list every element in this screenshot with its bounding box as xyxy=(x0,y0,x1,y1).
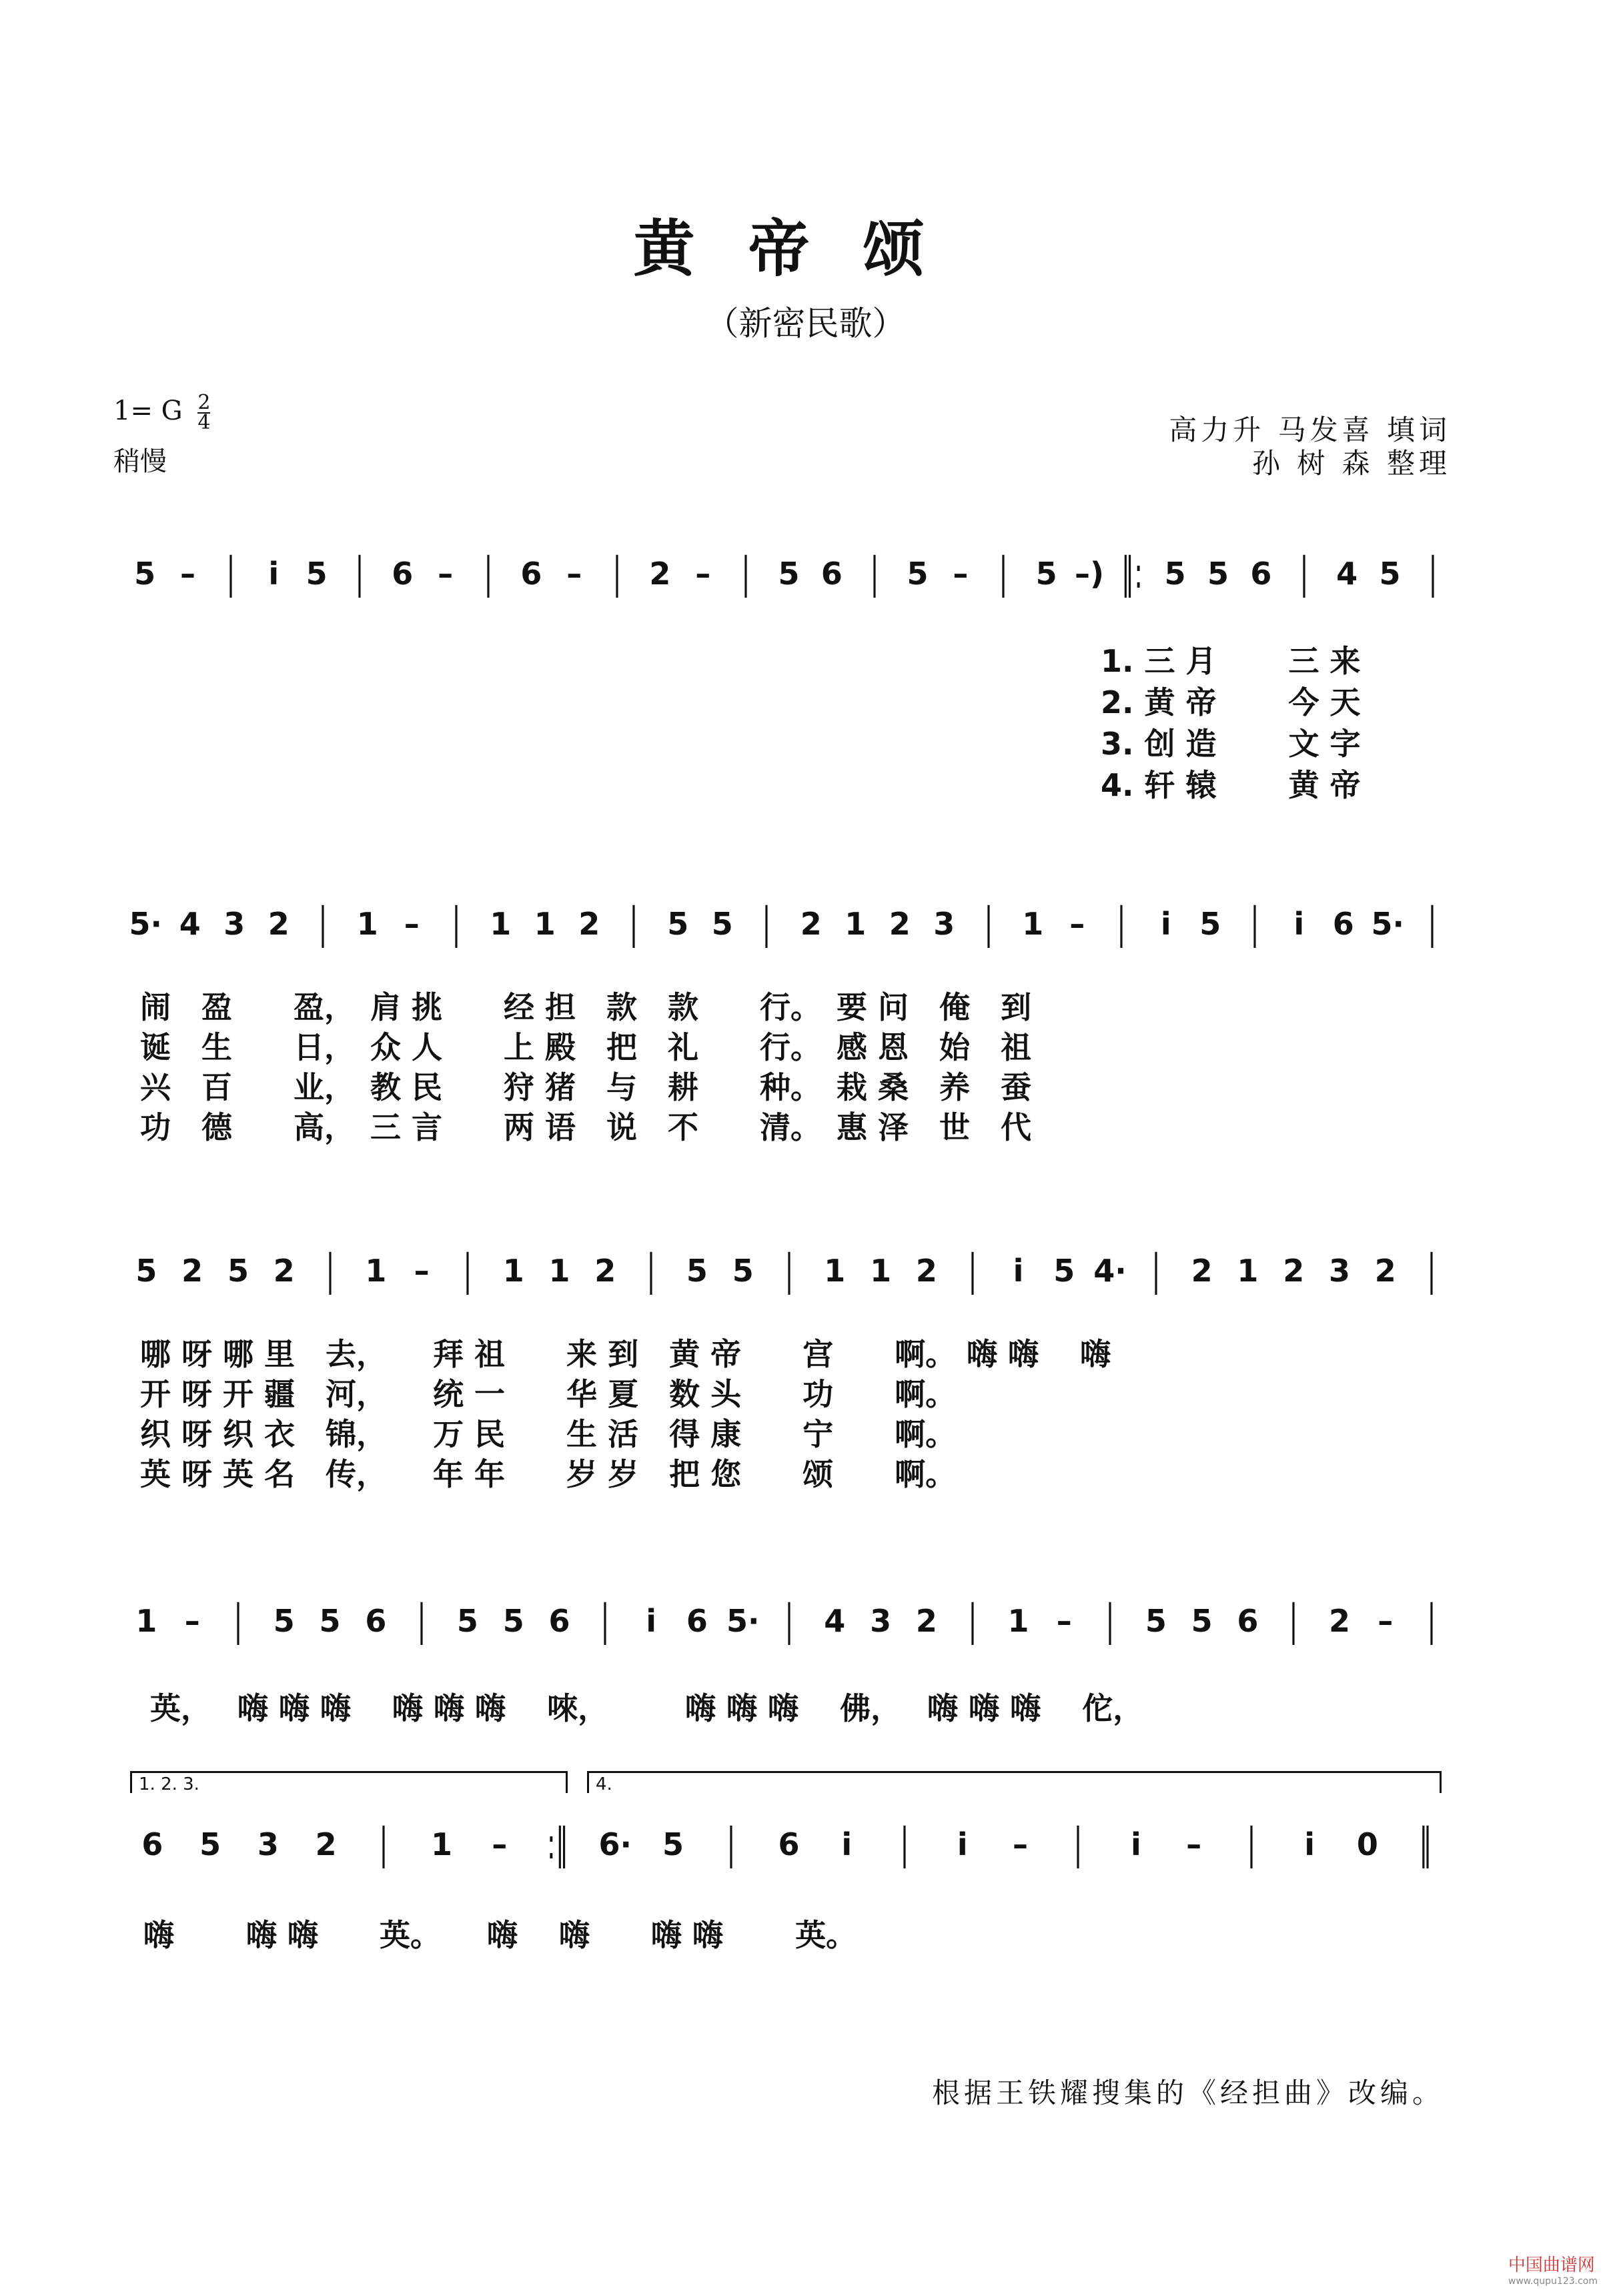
note: – xyxy=(184,1603,200,1639)
barline: ‖: xyxy=(1121,549,1143,598)
note: 2 xyxy=(1191,1253,1213,1289)
barline: | xyxy=(784,1246,793,1295)
note: – xyxy=(1012,1826,1028,1862)
note: 1 xyxy=(870,1253,892,1289)
barline: | xyxy=(463,1246,472,1295)
note: 5 xyxy=(1164,556,1186,592)
note: 6 xyxy=(141,1826,163,1862)
note: i xyxy=(841,1826,853,1862)
note: 2 xyxy=(267,906,290,942)
note: 3 xyxy=(870,1603,892,1639)
note: 5 xyxy=(686,1253,708,1289)
time-signature-denominator: 4 xyxy=(197,411,211,434)
lyricist-credit: 高力升 马发喜 填词 xyxy=(1169,414,1451,446)
note: i xyxy=(646,1603,656,1639)
verse-3-line-3: 织 呀 织 衣 锦， 万 民 生 活 得 康 宁 啊。 xyxy=(140,1416,957,1452)
note: – xyxy=(953,556,969,592)
note: 5 xyxy=(1207,556,1229,592)
lyric-line-4: 英， 嗨 嗨 嗨 嗨 嗨 嗨 唻， 嗨 嗨 嗨 佛， 嗨 嗨 嗨 佗， xyxy=(150,1690,1144,1726)
note: 1 xyxy=(431,1826,453,1862)
note: 6 xyxy=(520,556,542,592)
note: 4 xyxy=(1336,556,1358,592)
note: 4 xyxy=(179,906,201,942)
note: 6 xyxy=(821,556,843,592)
note: – xyxy=(1186,1826,1202,1862)
barline: | xyxy=(968,1246,977,1295)
first-ending-label: 1. 2. 3. xyxy=(139,1774,199,1794)
barline: | xyxy=(417,1596,426,1646)
note: 6 xyxy=(778,1826,800,1862)
site-watermark xyxy=(1508,2251,1598,2287)
verse-intro-lyrics xyxy=(1101,640,1361,806)
note: 5 xyxy=(227,1253,249,1289)
note: 5 xyxy=(306,556,328,592)
page-title: 黄帝颂 xyxy=(633,213,978,285)
note: – xyxy=(566,556,582,592)
note: 0 xyxy=(1356,1826,1378,1862)
note: 2 xyxy=(800,906,822,942)
note: 2 xyxy=(181,1253,203,1289)
barline: | xyxy=(1105,1596,1115,1646)
barline: | xyxy=(233,1596,243,1646)
note: 5 xyxy=(662,1826,684,1862)
note: – xyxy=(414,1253,430,1289)
lyric-line-5: 嗨 嗨 嗨 英。 嗨 嗨 嗨 嗨 英。 xyxy=(143,1917,857,1953)
note: 3 xyxy=(257,1826,279,1862)
barline: | xyxy=(326,1246,335,1295)
note: 1 xyxy=(1022,906,1044,942)
note: 2 xyxy=(915,1253,937,1289)
note: 1 xyxy=(548,1253,570,1289)
note: – xyxy=(695,556,711,592)
note: 2 xyxy=(273,1253,295,1289)
verse-2-line-3: 开 呀 开 疆 河， 统 一 华 夏 数 头 功 啊。 xyxy=(140,1376,957,1412)
barline: | xyxy=(999,549,1008,598)
note: 6· xyxy=(598,1826,632,1862)
note: 2 xyxy=(315,1826,337,1862)
barline: | xyxy=(1151,1246,1161,1295)
note: 1 xyxy=(490,906,512,942)
note: – xyxy=(1056,1603,1072,1639)
barline: | xyxy=(984,899,993,949)
note: 5 xyxy=(199,1826,221,1862)
barline: | xyxy=(784,1596,793,1646)
note: 5 xyxy=(1199,906,1221,942)
verse-lyrics-line-2 xyxy=(140,987,1031,1147)
note: 5 xyxy=(134,556,156,592)
note: 5 xyxy=(778,556,800,592)
note: 1 xyxy=(824,1253,846,1289)
verse-2-line-2: 诞 生 日， 众 人 上 殿 把 礼 行。 感 恩 始 祖 xyxy=(140,1029,1032,1065)
barline: | xyxy=(600,1596,610,1646)
note: 5 xyxy=(502,1603,524,1639)
barline: | xyxy=(612,549,622,598)
barline: | xyxy=(870,549,879,598)
note: 4 xyxy=(824,1603,846,1639)
note: 6 xyxy=(1237,1603,1259,1639)
verse-1-line-2: 闹 盈 盈， 肩 挑 经 担 款 款 行。 要 问 俺 到 xyxy=(140,989,1032,1025)
note: 1 xyxy=(356,906,378,942)
barline: | xyxy=(1427,1246,1436,1295)
barline: | xyxy=(226,549,235,598)
barline: | xyxy=(1117,899,1126,949)
note: 5 xyxy=(667,906,689,942)
barline: | xyxy=(900,1820,909,1869)
verse-intro-4: 4. 轩 辕 黄 帝 xyxy=(1101,767,1361,803)
note: – xyxy=(1069,906,1085,942)
note: 5 xyxy=(456,1603,478,1639)
note: 5 xyxy=(732,1253,754,1289)
note: 5 xyxy=(1145,1603,1167,1639)
verse-intro-2: 2. 黄 帝 今 天 xyxy=(1101,684,1361,720)
note: 5· xyxy=(1371,906,1404,942)
note: 5 xyxy=(1379,556,1401,592)
barline: | xyxy=(1289,1596,1298,1646)
watermark-text: 中国曲谱网 xyxy=(1508,2255,1595,2275)
note: 2 xyxy=(649,556,671,592)
note: 5 xyxy=(319,1603,341,1639)
footer-note: 根据王铁耀搜集的《经担曲》改编。 xyxy=(931,2077,1444,2109)
barline: | xyxy=(1428,549,1438,598)
barline: | xyxy=(318,899,328,949)
barline: | xyxy=(355,549,364,598)
note: 1 xyxy=(1007,1603,1029,1639)
note: 2 xyxy=(594,1253,616,1289)
note: –) xyxy=(1074,556,1104,592)
note: 6 xyxy=(686,1603,708,1639)
note: 5 xyxy=(711,906,733,942)
second-ending-bracket xyxy=(587,1771,1442,1793)
note: – xyxy=(404,906,420,942)
barline: | xyxy=(484,549,493,598)
note: 6 xyxy=(392,556,414,592)
note: – xyxy=(1378,1603,1394,1639)
note: i xyxy=(957,1826,968,1862)
note: 1 xyxy=(1237,1253,1259,1289)
note: 5 xyxy=(907,556,929,592)
note: 3 xyxy=(223,906,245,942)
second-ending-label: 4. xyxy=(596,1774,612,1794)
note: i xyxy=(1293,906,1305,942)
barline: | xyxy=(1428,899,1437,949)
note: i xyxy=(1160,906,1171,942)
barline: | xyxy=(1427,1596,1436,1646)
note: 6 xyxy=(548,1603,570,1639)
barline: | xyxy=(1299,549,1309,598)
barline: | xyxy=(452,899,461,949)
note: i xyxy=(1013,1253,1024,1289)
barline: | xyxy=(726,1820,736,1869)
arranger-credit: 孙 树 森 整理 xyxy=(1251,447,1451,480)
note: 2 xyxy=(1374,1253,1396,1289)
key-signature xyxy=(113,391,211,434)
barline: | xyxy=(968,1596,977,1646)
verse-3-line-2: 兴 百 业， 教 民 狩 猪 与 耕 种。 栽 桑 养 蚕 xyxy=(140,1069,1032,1105)
note: 2 xyxy=(578,906,600,942)
note: 1 xyxy=(135,1603,157,1639)
note: 2 xyxy=(1329,1603,1351,1639)
barline: :‖ xyxy=(546,1820,568,1869)
watermark-url: www.qupu123.com xyxy=(1508,2276,1598,2287)
verse-lyrics-line-3 xyxy=(140,1334,1111,1494)
time-signature xyxy=(197,391,211,434)
first-ending-bracket xyxy=(130,1771,568,1793)
note: 2 xyxy=(915,1603,937,1639)
note: 1 xyxy=(365,1253,387,1289)
note: i xyxy=(1131,1826,1141,1862)
note: 5 xyxy=(135,1253,157,1289)
verse-4-line-3: 英 呀 英 名 传， 年 年 岁 岁 把 您 颂 啊。 xyxy=(140,1456,957,1492)
key-signature-text: 1= G xyxy=(113,396,183,426)
note: – xyxy=(180,556,196,592)
note: 5 xyxy=(1191,1603,1213,1639)
verse-intro-3: 3. 创 造 文 字 xyxy=(1101,726,1361,762)
note: – xyxy=(438,556,454,592)
barline: | xyxy=(1250,899,1259,949)
note: 4· xyxy=(1093,1253,1127,1289)
note: 5· xyxy=(726,1603,760,1639)
barline: | xyxy=(741,549,750,598)
note: 2 xyxy=(1283,1253,1305,1289)
note: 1 xyxy=(502,1253,524,1289)
barline: | xyxy=(379,1820,388,1869)
note: 3 xyxy=(1329,1253,1351,1289)
barline: | xyxy=(762,899,771,949)
verse-4-line-2: 功 德 高， 三 言 两 语 说 不 清。 惠 泽 世 代 xyxy=(140,1109,1032,1145)
note: 6 xyxy=(1332,906,1354,942)
note: 5 xyxy=(273,1603,295,1639)
note: 6 xyxy=(1250,556,1272,592)
tempo-marking: 稍慢 xyxy=(113,446,167,477)
note: 5 xyxy=(1035,556,1057,592)
note: 1 xyxy=(845,906,867,942)
note: 2 xyxy=(889,906,911,942)
page-subtitle: （新密民歌） xyxy=(705,304,906,343)
barline: | xyxy=(629,899,638,949)
verse-1-line-3: 哪 呀 哪 里 去， 拜 祖 来 到 黄 帝 宫 啊。 嗨 嗨 嗨 xyxy=(140,1336,1111,1372)
time-signature-numerator: 2 xyxy=(197,391,211,414)
note: i xyxy=(1304,1826,1315,1862)
barline: | xyxy=(1247,1820,1256,1869)
note: i xyxy=(268,556,280,592)
note: – xyxy=(492,1826,508,1862)
note: 3 xyxy=(933,906,955,942)
barline: | xyxy=(1073,1820,1083,1869)
note: 6 xyxy=(365,1603,387,1639)
note: 5 xyxy=(1053,1253,1075,1289)
barline: | xyxy=(646,1246,656,1295)
barline: ‖ xyxy=(1419,1820,1432,1869)
note: 1 xyxy=(534,906,556,942)
note: 5· xyxy=(129,906,162,942)
verse-intro-1: 1. 三 月 三 来 xyxy=(1101,643,1361,679)
